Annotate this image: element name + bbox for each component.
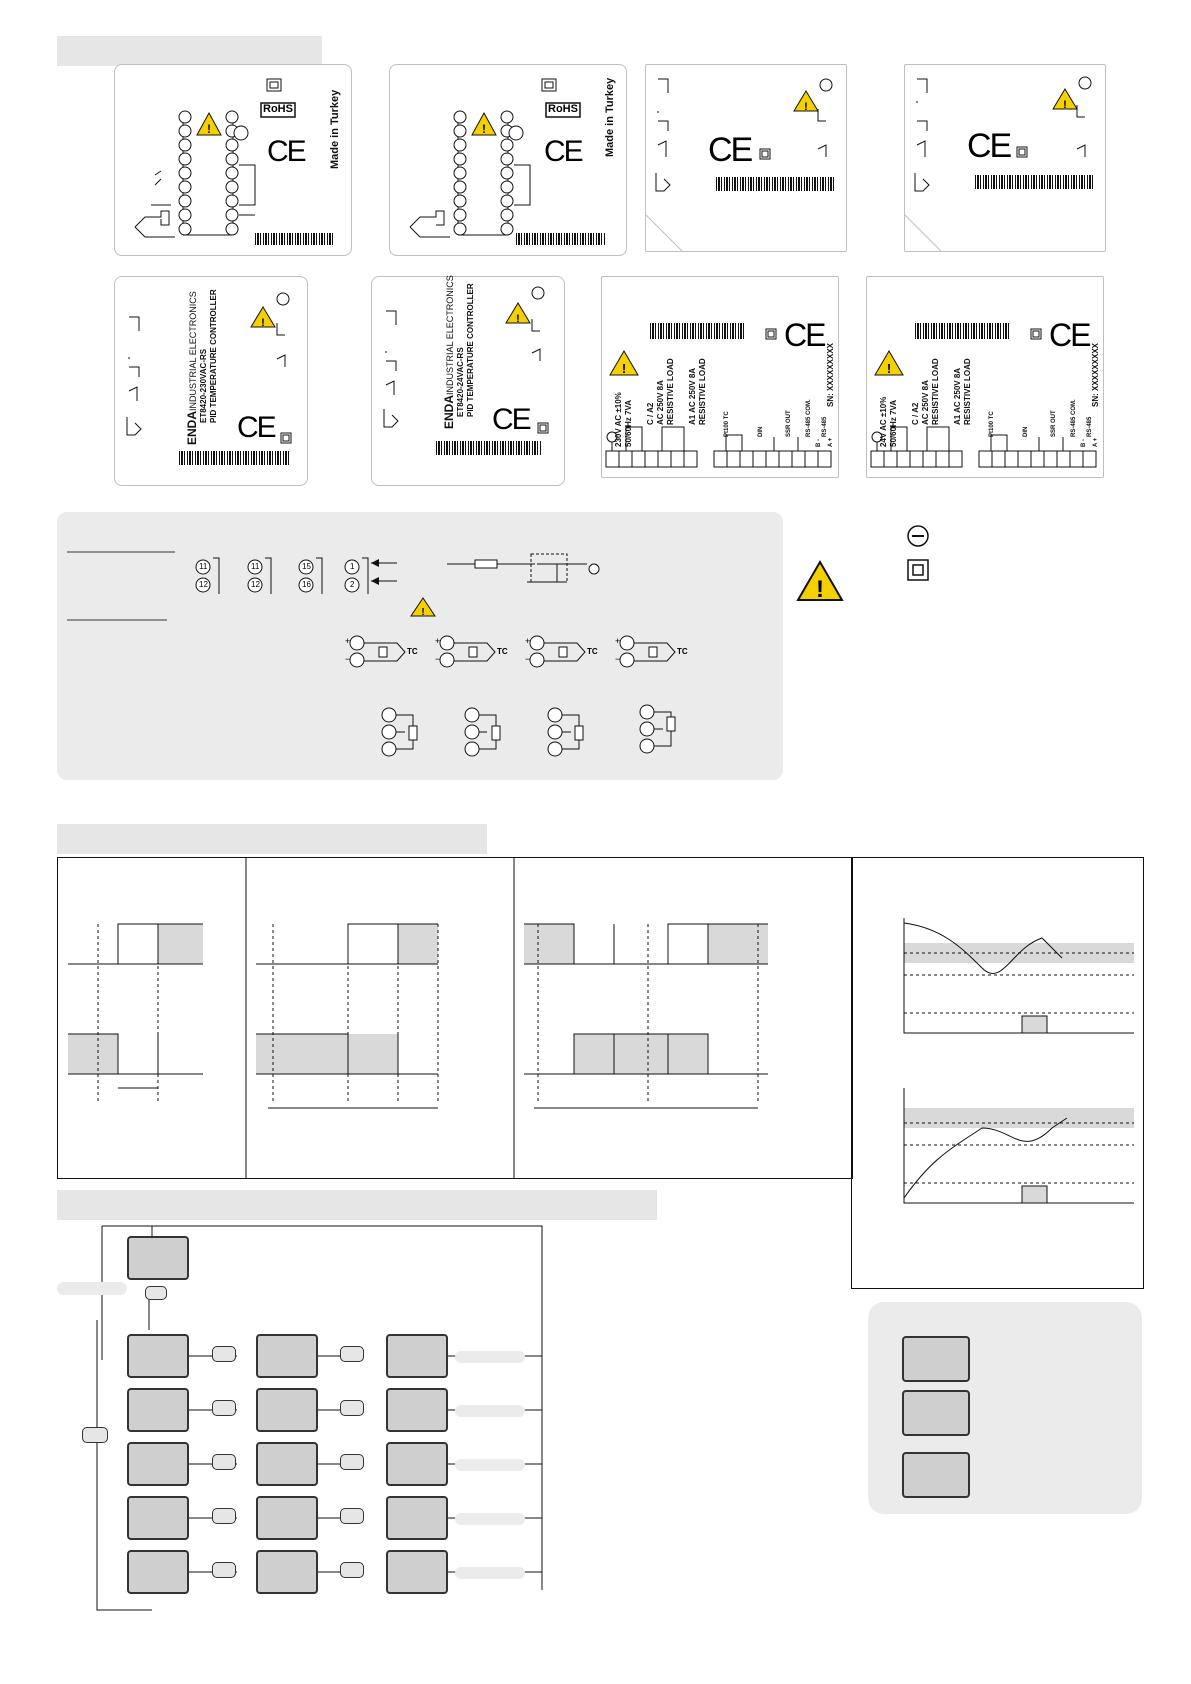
- resistive-load-2: RESISTIVE LOAD: [698, 358, 707, 425]
- terminal-11b: 11: [251, 562, 260, 571]
- rs485-com: RS-485 COM.: [806, 399, 812, 437]
- ce-mark: CE: [492, 403, 530, 436]
- tc-plus-4: +: [615, 636, 621, 646]
- menu-row1-display-c: [386, 1334, 448, 1378]
- device-label-1: [114, 64, 352, 256]
- barcode: [975, 175, 1095, 189]
- tc-plus-2: +: [435, 636, 441, 646]
- made-in-text: Made in Turkey: [329, 89, 341, 169]
- menu-row4-display-c: [386, 1496, 448, 1540]
- menu-row1-display-b: [256, 1334, 318, 1378]
- ce-mark: CE: [708, 131, 752, 169]
- barcode: [179, 451, 289, 465]
- up-key[interactable]: [340, 1562, 364, 1578]
- section-header-labels: [57, 36, 322, 66]
- model-name: ET8420-24VAC-RS: [456, 347, 465, 417]
- menu-row3-display-b: [256, 1442, 318, 1486]
- legend-display-2: [902, 1390, 970, 1436]
- rohs-mark: RoHS: [548, 103, 578, 115]
- barcode: [255, 233, 335, 245]
- process-graph-box: [851, 857, 1144, 1289]
- terminal-2: 2: [350, 580, 355, 589]
- svg-text:!: !: [816, 576, 824, 603]
- resistive-load-2: RESISTIVE LOAD: [963, 358, 972, 425]
- svg-text:!: !: [421, 607, 425, 618]
- svg-text:!: !: [1063, 99, 1067, 111]
- display-legend-panel: [868, 1302, 1142, 1514]
- product-subtitle: PID TEMPERATURE CONTROLLER: [209, 289, 218, 423]
- menu-row4-display-a: [127, 1496, 189, 1540]
- barcode: [650, 323, 746, 339]
- legend-display-1: [902, 1336, 970, 1382]
- brand-name: ENDAINDUSTRIAL ELECTRONICS: [185, 291, 199, 445]
- double-insulation-icon: [908, 560, 928, 580]
- hysteresis-diagrams: [58, 858, 852, 1178]
- tc-label-1: TC: [407, 647, 418, 656]
- menu-row5-pill: [455, 1567, 525, 1579]
- svg-text:!: !: [516, 313, 520, 325]
- wiring-diagram-1: [115, 65, 351, 255]
- supply-frequency: 50/60Hz 7VA: [889, 400, 898, 447]
- tc-minus-1: −: [345, 654, 351, 664]
- device-label-8: [866, 276, 1104, 478]
- legend-display-3: [902, 1452, 970, 1498]
- up-key[interactable]: [340, 1508, 364, 1524]
- output-diagrams: [57, 857, 853, 1179]
- terminal-16: 16: [302, 580, 311, 589]
- menu-row4-pill: [455, 1513, 525, 1525]
- menu-row3-display-c: [386, 1442, 448, 1486]
- menu-row2-pill: [455, 1405, 525, 1417]
- main-display: [127, 1236, 189, 1280]
- resistive-load: RESISTIVE LOAD: [931, 358, 940, 425]
- down-key[interactable]: [212, 1454, 236, 1470]
- connection-diagram: [57, 512, 783, 780]
- tc-label-4: TC: [677, 647, 688, 656]
- barcode: [716, 177, 836, 191]
- menu-row2-display-a: [127, 1388, 189, 1432]
- ssr-out: SSR OUT: [786, 410, 792, 437]
- terminal-strip-8: [867, 277, 1103, 477]
- menu-row1-display-a: [127, 1334, 189, 1378]
- device-label-3: [645, 64, 847, 252]
- svg-text:!: !: [482, 122, 486, 136]
- supply-frequency: 50/60Hz 7VA: [624, 400, 633, 447]
- menu-row4-display-b: [256, 1496, 318, 1540]
- barcode: [915, 323, 1011, 339]
- model-name: ET8420-230VAC-RS: [199, 348, 208, 423]
- b-minus: B -: [816, 439, 822, 447]
- up-key[interactable]: [340, 1400, 364, 1416]
- rs485-com: RS-485 COM.: [1071, 399, 1077, 437]
- ce-mark: CE: [784, 317, 825, 353]
- rs485: RS-485: [822, 416, 828, 437]
- tc-minus-3: −: [525, 654, 531, 664]
- up-key[interactable]: [340, 1346, 364, 1362]
- tc-plus-3: +: [525, 636, 531, 646]
- menu-label-pill: [57, 1282, 127, 1295]
- made-in-text: Made in Turkey: [604, 77, 616, 157]
- terminal-strip-7: [602, 277, 838, 477]
- terminal-1: 1: [350, 562, 355, 571]
- tc-minus-2: −: [435, 654, 441, 664]
- ce-mark: CE: [237, 411, 275, 444]
- menu-row2-display-c: [386, 1388, 448, 1432]
- menu-row1-pill: [455, 1351, 525, 1363]
- terminal-15: 15: [302, 562, 311, 571]
- menu-key[interactable]: [145, 1286, 167, 1300]
- tc-plus-1: +: [345, 636, 351, 646]
- a-plus: A +: [1093, 437, 1099, 447]
- menu-row3-display-a: [127, 1442, 189, 1486]
- brand-name: ENDAINDUSTRIAL ELECTRONICS: [442, 275, 456, 429]
- menu-row5-display-a: [127, 1550, 189, 1594]
- menu-row5-display-c: [386, 1550, 448, 1594]
- ce-mark: CE: [267, 135, 305, 168]
- a-plus: A +: [828, 437, 834, 447]
- device-label-4: [904, 64, 1106, 252]
- relay-rating: AC 250V 8A: [921, 380, 930, 425]
- a1-rating: A1 AC 250V 8A: [688, 367, 697, 425]
- ssr-out: SSR OUT: [1051, 410, 1057, 437]
- menu-row3-pill: [455, 1459, 525, 1471]
- pt100-tc: Pt100 TC: [724, 411, 730, 437]
- relay-c-a2: C / A2: [911, 402, 920, 425]
- terminal-12: 12: [199, 580, 208, 589]
- device-label-5: [114, 276, 308, 486]
- menu-row5-display-b: [256, 1550, 318, 1594]
- rs485: RS-485: [1087, 416, 1093, 437]
- svg-text:!: !: [621, 361, 627, 376]
- rohs-mark: RoHS: [263, 103, 293, 115]
- pt100-tc: Pt100 TC: [989, 411, 995, 437]
- terminal-12b: 12: [251, 580, 260, 589]
- tc-minus-4: −: [615, 654, 621, 664]
- supply-voltage: 24V AC ±10%: [879, 396, 888, 447]
- barcode: [436, 441, 542, 455]
- product-subtitle: PID TEMPERATURE CONTROLLER: [466, 283, 475, 417]
- connection-panel: [57, 512, 783, 780]
- din-label: DIN: [758, 426, 764, 437]
- down-key[interactable]: [212, 1562, 236, 1578]
- terminal-11: 11: [199, 562, 208, 571]
- din-label: DIN: [1023, 426, 1029, 437]
- relay-c-a2: C / A2: [646, 402, 655, 425]
- tc-label-3: TC: [587, 647, 598, 656]
- a1-rating: A1 AC 250V 8A: [953, 367, 962, 425]
- device-label-2: [389, 64, 627, 256]
- ce-mark: CE: [544, 135, 582, 168]
- section-header-menu: [57, 1190, 657, 1220]
- up-key[interactable]: [340, 1454, 364, 1470]
- section-header-outputs: [57, 824, 487, 854]
- side-symbols: [790, 510, 930, 610]
- down-key[interactable]: [212, 1400, 236, 1416]
- ce-mark: CE: [1049, 317, 1090, 353]
- back-key[interactable]: [82, 1427, 108, 1443]
- svg-text:!: !: [207, 122, 211, 136]
- ce-mark: CE: [967, 127, 1011, 165]
- down-key[interactable]: [212, 1346, 236, 1362]
- device-label-6: [371, 276, 565, 486]
- serial-number: SN: XXXXXXXXX: [1091, 342, 1100, 407]
- supply-voltage: 230V AC ±10%: [614, 392, 623, 447]
- menu-row2-display-b: [256, 1388, 318, 1432]
- svg-text:!: !: [804, 101, 808, 113]
- process-graphs: [852, 858, 1143, 1288]
- device-label-7: [601, 276, 839, 478]
- tc-label-2: TC: [497, 647, 508, 656]
- relay-rating: AC 250V 8A: [656, 380, 665, 425]
- serial-number: SN: XXXXXXXXX: [826, 342, 835, 407]
- resistive-load: RESISTIVE LOAD: [666, 358, 675, 425]
- b-minus: B -: [1081, 439, 1087, 447]
- barcode: [516, 233, 606, 245]
- wiring-diagram-2: [390, 65, 626, 255]
- svg-text:!: !: [261, 317, 265, 329]
- down-key[interactable]: [212, 1508, 236, 1524]
- svg-text:!: !: [886, 361, 892, 376]
